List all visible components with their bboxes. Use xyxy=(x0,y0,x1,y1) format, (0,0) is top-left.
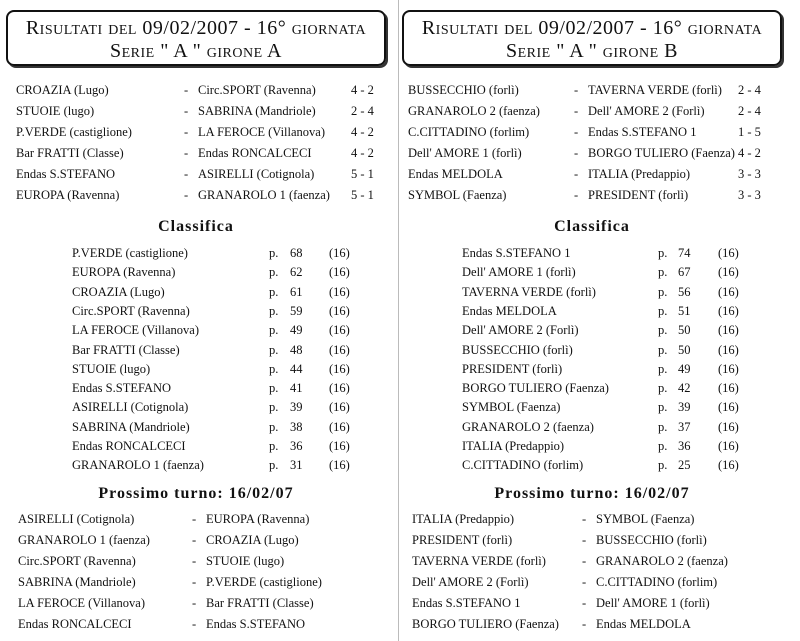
team-name: EUROPA (Ravenna) xyxy=(72,265,176,280)
home-team: GRANAROLO 2 (faenza) xyxy=(408,104,540,118)
points-label: p. xyxy=(658,342,668,357)
home-team: PRESIDENT (forlì) xyxy=(412,533,513,547)
games-played: (16) xyxy=(718,265,739,280)
points-value: 49 xyxy=(290,323,303,338)
away-team: Dell' AMORE 1 (forlì) xyxy=(596,596,710,610)
points-value: 39 xyxy=(678,400,691,415)
separator: - xyxy=(184,125,189,139)
points-value: 49 xyxy=(678,361,691,376)
header-date-line: Risultati del 09/02/2007 - 16° giornata xyxy=(421,17,763,39)
home-team: CROAZIA (Lugo) xyxy=(16,83,109,97)
points-value: 41 xyxy=(290,381,303,396)
team-name: Endas RONCALCECI xyxy=(72,439,186,453)
games-played: (16) xyxy=(329,361,350,376)
home-team: Dell' AMORE 2 (Forlì) xyxy=(412,575,529,589)
away-team: PRESIDENT (forlì) xyxy=(588,188,689,202)
points-value: 59 xyxy=(290,303,303,318)
points-label: p. xyxy=(658,265,668,280)
team-name: Dell' AMORE 2 (Forlì) xyxy=(462,323,579,338)
points-value: 36 xyxy=(290,439,303,453)
separator: - xyxy=(192,596,197,610)
separator: - xyxy=(192,617,197,631)
home-team: Endas MELDOLA xyxy=(408,167,503,181)
away-team: GRANAROLO 1 (faenza) xyxy=(198,188,330,202)
points-value: 38 xyxy=(290,419,303,434)
away-team: C.CITTADINO (forlim) xyxy=(596,575,718,589)
team-name: Endas MELDOLA xyxy=(462,303,557,318)
away-team: STUOIE (lugo) xyxy=(206,554,285,568)
team-name: C.CITTADINO (forlim) xyxy=(462,458,584,473)
away-team: ASIRELLI (Cotignola) xyxy=(198,167,315,181)
points-value: 48 xyxy=(290,342,303,357)
home-team: Endas S.STEFANO xyxy=(16,167,116,181)
points-value: 42 xyxy=(678,381,691,396)
games-played: (16) xyxy=(718,400,739,415)
points-label: p. xyxy=(269,246,279,260)
separator: - xyxy=(192,512,197,526)
games-played: (16) xyxy=(329,323,350,338)
header-series-line: Serie " A " girone A xyxy=(109,40,282,62)
home-team: LA FEROCE (Villanova) xyxy=(18,596,146,610)
girone-b-header xyxy=(402,10,782,66)
games-played: (16) xyxy=(329,439,350,453)
games-played: (16) xyxy=(718,342,739,357)
points-label: p. xyxy=(658,458,668,473)
team-name: STUOIE (lugo) xyxy=(72,361,151,376)
team-name: LA FEROCE (Villanova) xyxy=(72,323,200,338)
points-label: p. xyxy=(658,284,668,299)
points-label: p. xyxy=(269,361,279,376)
games-played: (16) xyxy=(329,342,350,357)
team-name: Circ.SPORT (Ravenna) xyxy=(72,303,190,318)
points-label: p. xyxy=(658,400,668,415)
games-played: (16) xyxy=(329,419,350,434)
away-team: Circ.SPORT (Ravenna) xyxy=(198,83,316,97)
games-played: (16) xyxy=(718,323,739,338)
team-name: BUSSECCHIO (forlì) xyxy=(462,342,573,357)
away-team: P.VERDE (castiglione) xyxy=(206,575,322,589)
points-value: 50 xyxy=(678,323,691,338)
separator: - xyxy=(184,188,189,202)
separator: - xyxy=(574,146,579,160)
team-name: SYMBOL (Faenza) xyxy=(462,400,561,415)
header-series-line: Serie " A " girone B xyxy=(505,40,678,62)
games-played: (16) xyxy=(718,381,739,396)
team-name: Endas S.STEFANO 1 xyxy=(462,246,571,260)
next-round-title: Prossimo turno: 16/02/07 xyxy=(494,485,690,502)
points-value: 74 xyxy=(678,246,691,260)
team-name: P.VERDE (castiglione) xyxy=(72,246,188,260)
points-value: 56 xyxy=(678,284,691,299)
home-team: EUROPA (Ravenna) xyxy=(16,188,120,202)
team-name: GRANAROLO 2 (faenza) xyxy=(462,419,594,434)
home-team: P.VERDE (castiglione) xyxy=(16,125,132,139)
points-value: 62 xyxy=(290,265,303,280)
team-name: CROAZIA (Lugo) xyxy=(72,284,165,299)
separator: - xyxy=(192,533,197,547)
away-team: Dell' AMORE 2 (Forlì) xyxy=(588,104,705,118)
team-name: Endas S.STEFANO xyxy=(72,381,172,396)
games-played: (16) xyxy=(718,361,739,376)
away-team: EUROPA (Ravenna) xyxy=(206,512,310,526)
away-team: GRANAROLO 2 (faenza) xyxy=(596,554,728,568)
games-played: (16) xyxy=(718,439,739,453)
games-played: (16) xyxy=(718,458,739,473)
girone-a-column xyxy=(6,0,398,641)
separator: - xyxy=(582,596,587,610)
games-played: (16) xyxy=(329,246,350,260)
points-value: 44 xyxy=(290,361,303,376)
match-score: 2 - 4 xyxy=(351,104,374,118)
home-team: BUSSECCHIO (forlì) xyxy=(408,83,519,97)
points-label: p. xyxy=(269,439,279,453)
home-team: Circ.SPORT (Ravenna) xyxy=(18,554,136,568)
points-value: 37 xyxy=(678,419,691,434)
away-team: SABRINA (Mandriole) xyxy=(198,104,316,118)
home-team: Dell' AMORE 1 (forlì) xyxy=(408,146,522,160)
away-team: Bar FRATTI (Classe) xyxy=(206,596,314,610)
match-score: 5 - 1 xyxy=(351,167,374,181)
games-played: (16) xyxy=(718,419,739,434)
match-score: 2 - 4 xyxy=(738,104,761,118)
points-label: p. xyxy=(658,419,668,434)
away-team: BUSSECCHIO (forlì) xyxy=(596,533,707,547)
home-team: Endas S.STEFANO 1 xyxy=(412,596,521,610)
games-played: (16) xyxy=(718,303,739,318)
away-team: CROAZIA (Lugo) xyxy=(206,533,299,547)
games-played: (16) xyxy=(718,284,739,299)
home-team: ITALIA (Predappio) xyxy=(412,512,515,526)
points-label: p. xyxy=(658,381,668,396)
home-team: BORGO TULIERO (Faenza) xyxy=(412,617,559,631)
separator: - xyxy=(192,575,197,589)
points-value: 67 xyxy=(678,265,691,280)
points-label: p. xyxy=(269,381,279,396)
match-score: 3 - 3 xyxy=(738,167,761,181)
separator: - xyxy=(574,83,579,97)
match-score: 1 - 5 xyxy=(738,125,761,139)
away-team: LA FEROCE (Villanova) xyxy=(198,125,326,139)
home-team: SYMBOL (Faenza) xyxy=(408,188,507,202)
away-team: Endas S.STEFANO 1 xyxy=(588,125,697,139)
team-name: ITALIA (Predappio) xyxy=(462,439,565,453)
games-played: (16) xyxy=(329,381,350,396)
header-date-line: Risultati del 09/02/2007 - 16° giornata xyxy=(25,17,367,39)
games-played: (16) xyxy=(718,246,739,260)
team-name: Bar FRATTI (Classe) xyxy=(72,342,180,357)
team-name: TAVERNA VERDE (forlì) xyxy=(462,284,596,299)
separator: - xyxy=(582,533,587,547)
points-value: 39 xyxy=(290,400,303,415)
points-value: 36 xyxy=(678,439,691,453)
team-name: PRESIDENT (forlì) xyxy=(462,361,563,376)
match-score: 2 - 4 xyxy=(738,83,761,97)
column-divider xyxy=(398,0,399,641)
points-label: p. xyxy=(269,323,279,338)
games-played: (16) xyxy=(329,400,350,415)
team-name: GRANAROLO 1 (faenza) xyxy=(72,458,204,473)
separator: - xyxy=(582,554,587,568)
points-value: 31 xyxy=(290,458,303,473)
points-label: p. xyxy=(658,323,668,338)
separator: - xyxy=(574,104,579,118)
away-team: BORGO TULIERO (Faenza) xyxy=(588,146,735,160)
points-label: p. xyxy=(658,246,668,260)
points-label: p. xyxy=(269,284,279,299)
separator: - xyxy=(582,617,587,631)
home-team: TAVERNA VERDE (forlì) xyxy=(412,554,546,568)
away-team: ITALIA (Predappio) xyxy=(588,167,691,181)
away-team: TAVERNA VERDE (forlì) xyxy=(588,83,722,97)
home-team: STUOIE (lugo) xyxy=(16,104,95,118)
girone-b-column xyxy=(402,0,794,641)
points-label: p. xyxy=(658,303,668,318)
points-value: 51 xyxy=(678,303,691,318)
match-score: 4 - 2 xyxy=(738,146,761,160)
points-label: p. xyxy=(269,458,279,473)
match-score: 4 - 2 xyxy=(351,146,374,160)
separator: - xyxy=(184,83,189,97)
home-team: GRANAROLO 1 (faenza) xyxy=(18,533,150,547)
separator: - xyxy=(184,167,189,181)
team-name: ASIRELLI (Cotignola) xyxy=(72,400,189,415)
points-label: p. xyxy=(269,342,279,357)
home-team: ASIRELLI (Cotignola) xyxy=(18,512,135,526)
games-played: (16) xyxy=(329,303,350,318)
points-label: p. xyxy=(658,439,668,453)
team-name: BORGO TULIERO (Faenza) xyxy=(462,381,609,396)
points-value: 25 xyxy=(678,458,691,473)
separator: - xyxy=(582,512,587,526)
away-team: Endas S.STEFANO xyxy=(206,617,306,631)
points-value: 68 xyxy=(290,246,303,260)
home-team: C.CITTADINO (forlim) xyxy=(408,125,530,139)
next-round-title: Prossimo turno: 16/02/07 xyxy=(98,485,294,502)
match-score: 4 - 2 xyxy=(351,83,374,97)
team-name: SABRINA (Mandriole) xyxy=(72,419,190,434)
girone-a-header xyxy=(6,10,386,66)
away-team: Endas RONCALCECI xyxy=(198,146,312,160)
match-score: 5 - 1 xyxy=(351,188,374,202)
separator: - xyxy=(192,554,197,568)
points-value: 61 xyxy=(290,284,303,299)
games-played: (16) xyxy=(329,284,350,299)
separator: - xyxy=(184,104,189,118)
games-played: (16) xyxy=(329,458,350,473)
separator: - xyxy=(184,146,189,160)
match-score: 4 - 2 xyxy=(351,125,374,139)
games-played: (16) xyxy=(329,265,350,280)
away-team: Endas MELDOLA xyxy=(596,617,691,631)
classifica-title: Classifica xyxy=(158,218,234,235)
separator: - xyxy=(574,188,579,202)
points-label: p. xyxy=(269,400,279,415)
points-label: p. xyxy=(269,303,279,318)
points-label: p. xyxy=(269,265,279,280)
classifica-title: Classifica xyxy=(554,218,630,235)
points-value: 50 xyxy=(678,342,691,357)
home-team: SABRINA (Mandriole) xyxy=(18,575,136,589)
separator: - xyxy=(582,575,587,589)
home-team: Endas RONCALCECI xyxy=(18,617,132,631)
team-name: Dell' AMORE 1 (forlì) xyxy=(462,265,576,280)
separator: - xyxy=(574,125,579,139)
away-team: SYMBOL (Faenza) xyxy=(596,512,695,526)
separator: - xyxy=(574,167,579,181)
points-label: p. xyxy=(269,419,279,434)
points-label: p. xyxy=(658,361,668,376)
home-team: Bar FRATTI (Classe) xyxy=(16,146,124,160)
match-score: 3 - 3 xyxy=(738,188,761,202)
